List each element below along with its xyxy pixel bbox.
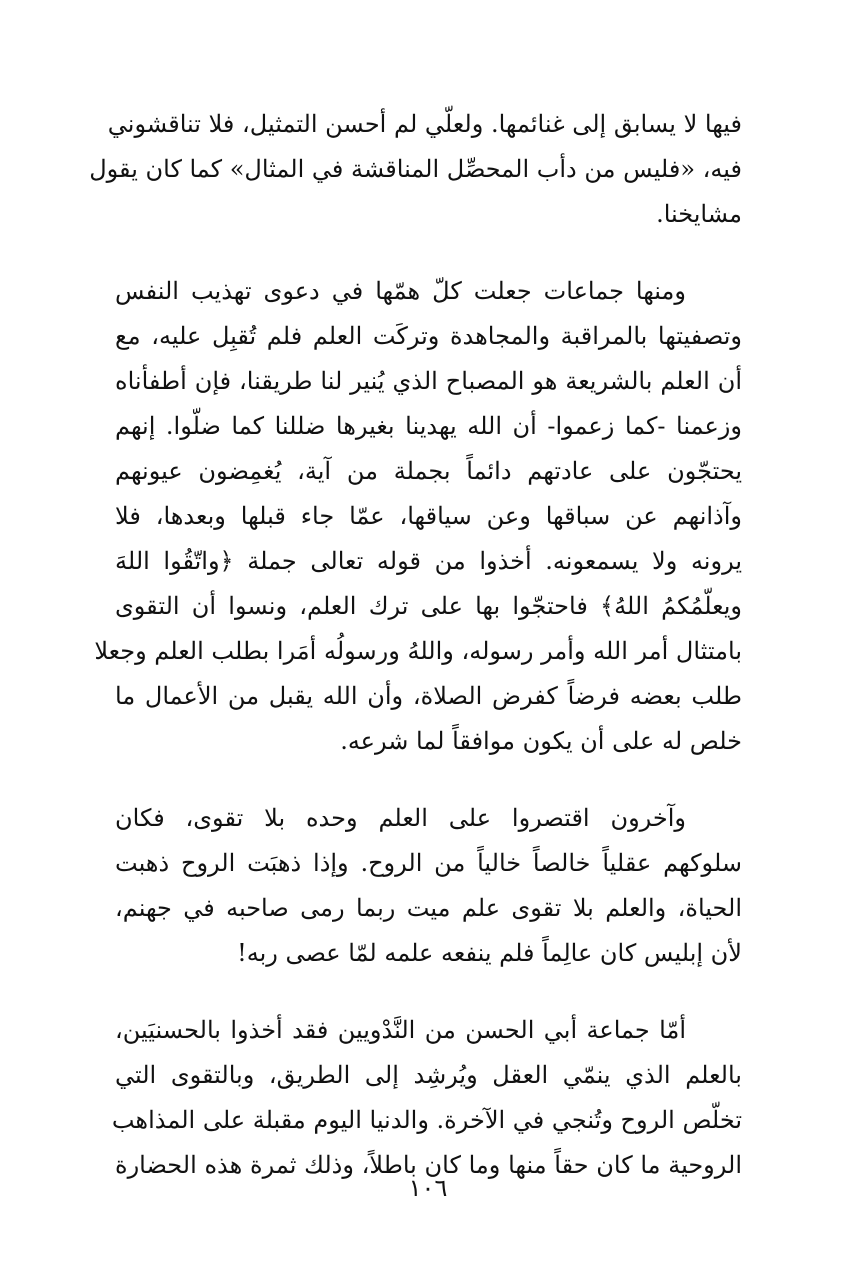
text-line: لأن إبليس كان عالِماً فلم ينفعه علمه لمّا عصى ربه! (237, 939, 742, 967)
text-line: أن العلم بالشريعة هو المصباح الذي يُنير لنا طريقنا، فإن أطفأناه (115, 367, 742, 395)
text-line: خلص له على أن يكون موافقاً لما شرعه. (340, 727, 742, 755)
text-line: فيها لا يسابق إلى غنائمها. ولعلّي لم أحسن التمثيل، فلا تناقشوني (107, 110, 742, 138)
text-line: بامتثال أمر الله وأمر رسوله، واللهُ ورسولُه أمَرا بطلب العلم وجعلا (94, 637, 742, 665)
paragraph-3 (115, 796, 742, 976)
text-line: سلوكهم عقلياً خالصاً خالياً من الروح. وإذا ذهبَت الروح ذهبت (115, 849, 742, 877)
page-body (89, 102, 742, 1188)
text-line: ومنها جماعات جعلت كلّ همّها في دعوى تهذيب النفس (115, 277, 686, 305)
text-line: يرونه ولا يسمعونه. أخذوا من قوله تعالى جملة ﴿واتّقُوا اللهَ (115, 547, 742, 575)
text-line: وآخرون اقتصروا على العلم وحده بلا تقوى، فكان (115, 804, 686, 832)
text-line: تخلّص الروح وتُنجي في الآخرة. والدنيا اليوم مقبلة على المذاهب (111, 1106, 742, 1134)
text-line: وتصفيتها بالمراقبة والمجاهدة وتركَت العلم فلم تُقبِل عليه، مع (115, 322, 742, 350)
paragraph-1 (89, 102, 742, 237)
page-number: ١٠٦ (408, 1174, 448, 1202)
text-line: الروحية ما كان حقاً منها وما كان باطلاً، وذلك ثمرة هذه الحضارة (115, 1151, 742, 1179)
text-line: مشايخنا. (656, 200, 742, 228)
text-line: يحتجّون على عادتهم دائماً بجملة من آية، يُغمِضون عيونهم (115, 457, 742, 485)
paragraph-4 (111, 1008, 742, 1188)
paragraph-2 (94, 269, 742, 764)
text-line: فيه، «فليس من دأب المحصِّل المناقشة في المثال» كما كان يقول (89, 155, 742, 183)
text-line: ويعلّمُكمُ اللهُ﴾ فاحتجّوا بها على ترك العلم، ونسوا أن التقوى (115, 592, 742, 620)
text-line: طلب بعضه فرضاً كفرض الصلاة، وأن الله يقبل من الأعمال ما (115, 682, 742, 710)
text-line: الحياة، والعلم بلا تقوى علم ميت ربما رمى صاحبه في جهنم، (115, 894, 742, 922)
text-line: وزعمنا -كما زعموا- أن الله يهدينا بغيرها ضللنا كما ضلّوا. إنهم (115, 412, 742, 440)
text-line: وآذانهم عن سباقها وعن سياقها، عمّا جاء قبلها وبعدها، فلا (115, 502, 742, 530)
text-line: أمّا جماعة أبي الحسن من النَّدْويين فقد أخذوا بالحسنيَين، (115, 1016, 686, 1044)
text-line: بالعلم الذي ينمّي العقل ويُرشِد إلى الطريق، وبالتقوى التي (115, 1061, 742, 1089)
